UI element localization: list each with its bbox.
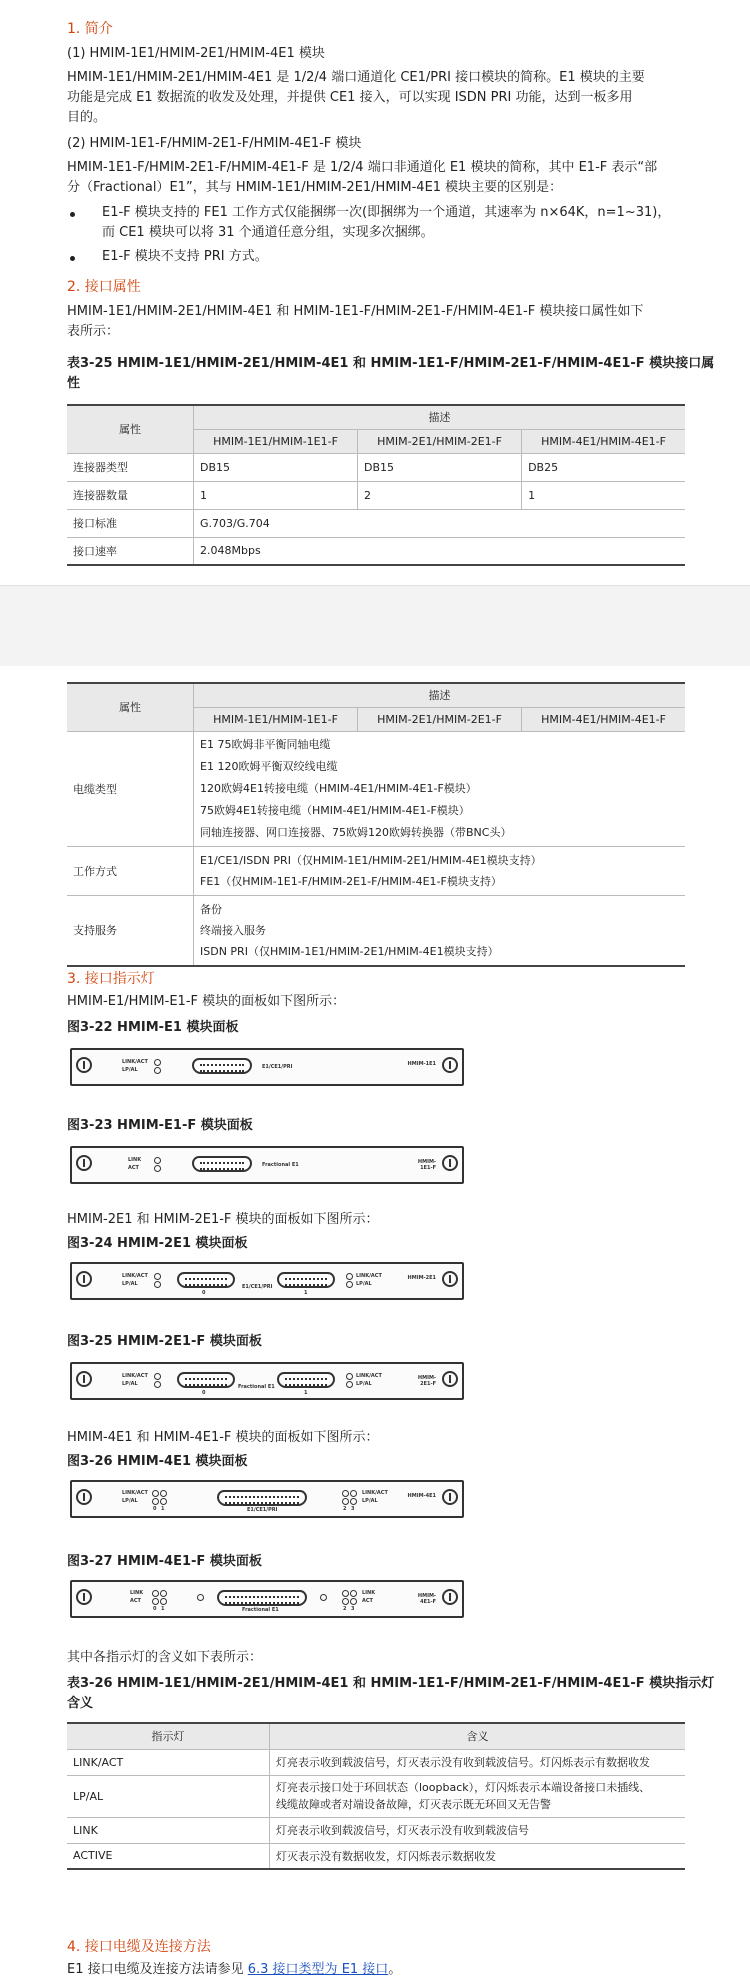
led-label: LINK	[362, 1590, 376, 1596]
led-label: LP/AL	[356, 1281, 372, 1287]
header-col-3: HMIM-4E1/HMIM-4E1-F	[522, 707, 685, 731]
cell-value: 2.048Mbps	[194, 537, 686, 565]
led-label: LINK/ACT	[122, 1373, 148, 1379]
led-icon	[152, 1498, 159, 1505]
led-icon	[342, 1598, 349, 1605]
service-line: ISDN PRI（仅HMIM-1E1/HMIM-2E1/HMIM-4E1模块支持）	[200, 944, 499, 958]
led-label: LINK/ACT	[362, 1490, 388, 1496]
hmim-4e1-f-panel	[70, 1580, 464, 1618]
port-number: 0	[153, 1606, 157, 1612]
hmim-4e1-panel	[70, 1480, 464, 1518]
figure-3-27-caption: 图3-27 HMIM-4E1-F 模块面板	[67, 1554, 262, 1569]
db25-connector-icon	[217, 1490, 307, 1506]
screw-icon	[442, 1271, 458, 1287]
cell-value: DB25	[522, 453, 685, 481]
model-label: HMIM-1E1-F	[417, 1159, 436, 1171]
led-icon	[350, 1490, 357, 1497]
table-row	[67, 1843, 685, 1869]
screw-icon	[442, 1489, 458, 1505]
cable-line: 75欧姆4E1转接电缆（HMIM-4E1/HMIM-4E1-F模块）	[200, 803, 470, 817]
cell-attr: 连接器数量	[67, 481, 194, 509]
screw-icon	[76, 1371, 92, 1387]
led-icon	[342, 1590, 349, 1597]
led-icon	[346, 1373, 353, 1380]
led-icon	[154, 1381, 161, 1388]
hmim-e1-f-panel	[70, 1146, 464, 1184]
meaning-line: 灯亮表示接口处于环回状态（loopback），灯闪烁表示本端设备接口未插线、	[276, 1781, 651, 1794]
table-row	[67, 509, 685, 537]
table-row	[67, 1775, 685, 1817]
cell-attr: 连接器类型	[67, 453, 194, 481]
db25-connector-icon	[217, 1590, 307, 1606]
cell-indicator: LINK/ACT	[67, 1749, 270, 1775]
table-2-caption-line-1: 表3-26 HMIM-1E1/HMIM-2E1/HMIM-4E1 和 HMIM-1E1-F/HMIM-2E1-F/HMIM-4E1-F 模块指示灯	[67, 1676, 715, 1691]
model-label: HMIM-2E1-F	[417, 1375, 436, 1387]
bullet-icon	[70, 212, 75, 217]
db15-connector-icon	[177, 1372, 235, 1388]
cell-meaning	[270, 1775, 686, 1817]
led-label: ACT	[130, 1598, 141, 1604]
led-label: LINK	[130, 1590, 144, 1596]
work-mode-cell	[194, 846, 686, 895]
table-row	[67, 1749, 685, 1775]
screw-icon	[442, 1155, 458, 1171]
table-1-caption-line-2: 性	[67, 376, 81, 391]
led-label: LINK/ACT	[356, 1273, 382, 1279]
cell-meaning: 灯灭表示没有数据收发，灯闪烁表示数据收发	[270, 1843, 686, 1869]
db15-connector-icon	[177, 1272, 235, 1288]
hmim-2e1-f-panel	[70, 1362, 464, 1400]
led-icon	[346, 1381, 353, 1388]
page-1	[0, 0, 750, 585]
port-number: 1	[304, 1390, 308, 1396]
section-1-title: 1. 简介	[67, 21, 113, 37]
cell-value: 1	[194, 481, 358, 509]
model-label: HMIM-1E1	[407, 1061, 436, 1067]
led-icon	[154, 1059, 161, 1066]
port-number: 1	[161, 1506, 165, 1512]
header-col-1: HMIM-1E1/HMIM-1E1-F	[194, 707, 358, 731]
item-1-text-line-2: 功能是完成 E1 数据流的收发及处理，并提供 CE1 接入，可以实现 ISDN PRI 功能，达到一板多用	[67, 90, 633, 105]
figure-3-23-caption: 图3-23 HMIM-E1-F 模块面板	[67, 1118, 253, 1133]
section-4-text	[67, 1960, 401, 1980]
header-meaning: 含义	[270, 1723, 686, 1749]
led-label: ACT	[362, 1598, 373, 1604]
model-label: HMIM-4E1	[407, 1493, 436, 1499]
bullet-icon	[70, 256, 75, 261]
section-3-text: HMIM-E1/HMIM-E1-F 模块的面板如下图所示：	[67, 994, 346, 1009]
led-label: LINK/ACT	[122, 1273, 148, 1279]
led-label: LP/AL	[122, 1067, 138, 1073]
port-label: Fractional E1	[238, 1384, 275, 1390]
led-icon	[152, 1590, 159, 1597]
hmim-e1-panel	[70, 1048, 464, 1086]
cell-value: G.703/G.704	[194, 509, 686, 537]
led-label: ACT	[128, 1165, 139, 1171]
cell-meaning: 灯亮表示收到载波信号，灯灭表示没有收到载波信号	[270, 1817, 686, 1843]
item-1-title: (1) HMIM-1E1/HMIM-2E1/HMIM-4E1 模块	[67, 46, 325, 61]
screw-icon	[76, 1589, 92, 1605]
screw-icon	[76, 1271, 92, 1287]
table-row	[67, 895, 685, 966]
bullet-1-line-2: 而 CE1 模块可以将 31 个通道任意分组，实现多次捆绑。	[102, 225, 434, 240]
text-leds: 其中各指示灯的含义如下表所示：	[67, 1650, 263, 1665]
header-col-3: HMIM-4E1/HMIM-4E1-F	[522, 429, 685, 453]
cell-value: DB15	[358, 453, 522, 481]
cell-value: 2	[358, 481, 522, 509]
led-icon	[346, 1281, 353, 1288]
port-number: 2	[343, 1606, 347, 1612]
led-icon	[197, 1594, 204, 1601]
cable-line: E1 75欧姆非平衡同轴电缆	[200, 737, 331, 751]
led-label: LP/AL	[122, 1498, 138, 1504]
header-description: 描述	[194, 405, 686, 429]
header-indicator: 指示灯	[67, 1723, 270, 1749]
led-icon	[346, 1273, 353, 1280]
led-icon	[152, 1490, 159, 1497]
header-col-1: HMIM-1E1/HMIM-1E1-F	[194, 429, 358, 453]
text-2e1: HMIM-2E1 和 HMIM-2E1-F 模块的面板如下图所示：	[67, 1212, 379, 1227]
bullet-1-line-1: E1-F 模块支持的 FE1 工作方式仅能捆绑一次(即捆绑为一个通道，其速率为 n×64K，n=1~31)，	[102, 205, 671, 220]
section-4-text-prefix: E1 接口电缆及连接方法请参见	[67, 1962, 248, 1977]
item-2-text-line-2: 分（Fractional）E1”，其与 HMIM-1E1/HMIM-2E1/HMIM-4E1 模块主要的区别是：	[67, 180, 563, 195]
cell-indicator: LINK	[67, 1817, 270, 1843]
figure-3-24-caption: 图3-24 HMIM-2E1 模块面板	[67, 1236, 248, 1251]
item-1-text-line-1: HMIM-1E1/HMIM-2E1/HMIM-4E1 是 1/2/4 端口通道化 CE1/PRI 接口模块的简称。E1 模块的主要	[67, 70, 645, 85]
table-row	[67, 481, 685, 509]
section-4-title: 4. 接口电缆及连接方法	[67, 1939, 211, 1955]
text-4e1: HMIM-4E1 和 HMIM-4E1-F 模块的面板如下图所示：	[67, 1430, 379, 1445]
led-icon	[350, 1590, 357, 1597]
port-label: E1/CE1/PRI	[262, 1064, 293, 1070]
mode-line: FE1（仅HMIM-1E1-F/HMIM-2E1-F/HMIM-4E1-F模块支持）	[200, 874, 502, 888]
page-separator	[0, 585, 750, 667]
cable-line: 同轴连接器、网口连接器、75欧姆120欧姆转换器（带BNC头）	[200, 825, 512, 839]
db15-connector-icon	[192, 1156, 252, 1172]
cable-line: E1 120欧姆平衡双绞线电缆	[200, 759, 338, 773]
interface-attributes-table-continued	[67, 682, 685, 967]
page-2	[0, 666, 750, 1984]
cell-attr: 电缆类型	[67, 731, 194, 846]
cell-attr: 接口标准	[67, 509, 194, 537]
led-icon	[154, 1281, 161, 1288]
table-row	[67, 453, 685, 481]
port-label: Fractional E1	[242, 1607, 279, 1613]
led-icon	[342, 1498, 349, 1505]
cell-value: DB15	[194, 453, 358, 481]
bullet-2: E1-F 模块不支持 PRI 方式。	[102, 249, 268, 264]
section-4-text-suffix: 。	[388, 1962, 402, 1977]
port-label: Fractional E1	[262, 1162, 299, 1168]
port-number: 3	[351, 1506, 355, 1512]
cable-line: 120欧姆4E1转接电缆（HMIM-4E1/HMIM-4E1-F模块）	[200, 781, 477, 795]
led-icon	[160, 1490, 167, 1497]
section-2-text-line-1: HMIM-1E1/HMIM-2E1/HMIM-4E1 和 HMIM-1E1-F/HMIM-2E1-F/HMIM-4E1-F 模块接口属性如下	[67, 304, 644, 319]
mode-line: E1/CE1/ISDN PRI（仅HMIM-1E1/HMIM-2E1/HMIM-4E1模块支持）	[200, 853, 542, 867]
item-2-title: (2) HMIM-1E1-F/HMIM-2E1-F/HMIM-4E1-F 模块	[67, 136, 362, 151]
screw-icon	[76, 1489, 92, 1505]
item-1-text-line-3: 目的。	[67, 110, 107, 125]
port-number: 1	[304, 1290, 308, 1296]
model-label: HMIM-4E1-F	[417, 1593, 436, 1605]
led-icon	[160, 1598, 167, 1605]
table-row	[67, 537, 685, 565]
led-label: LINK/ACT	[356, 1373, 382, 1379]
port-number: 1	[161, 1606, 165, 1612]
section-2-text-line-2: 表所示：	[67, 324, 120, 339]
header-attribute: 属性	[67, 405, 194, 453]
services-cell	[194, 895, 686, 966]
indicator-meaning-table	[67, 1722, 685, 1870]
service-line: 终端接入服务	[200, 923, 266, 937]
e1-interface-link[interactable]: 6.3 接口类型为 E1 接口	[247, 1962, 389, 1977]
table-row	[67, 1817, 685, 1843]
db15-connector-icon	[192, 1058, 252, 1074]
header-description: 描述	[194, 683, 686, 707]
section-2-title: 2. 接口属性	[67, 279, 141, 295]
led-icon	[154, 1373, 161, 1380]
header-attribute: 属性	[67, 683, 194, 731]
screw-icon	[442, 1371, 458, 1387]
cable-types-cell	[194, 731, 686, 846]
table-1-caption-line-1: 表3-25 HMIM-1E1/HMIM-2E1/HMIM-4E1 和 HMIM-1E1-F/HMIM-2E1-F/HMIM-4E1-F 模块接口属	[67, 356, 715, 371]
led-icon	[320, 1594, 327, 1601]
table-2-caption-line-2: 含义	[67, 1696, 94, 1711]
model-label: HMIM-2E1	[407, 1275, 436, 1281]
led-label: LP/AL	[356, 1381, 372, 1387]
led-icon	[154, 1157, 161, 1164]
cell-indicator: LP/AL	[67, 1775, 270, 1817]
led-icon	[350, 1498, 357, 1505]
port-number: 2	[343, 1506, 347, 1512]
port-number: 0	[153, 1506, 157, 1512]
interface-attributes-table	[67, 404, 685, 566]
led-label: LP/AL	[122, 1281, 138, 1287]
cell-attr: 接口速率	[67, 537, 194, 565]
figure-3-25-caption: 图3-25 HMIM-2E1-F 模块面板	[67, 1334, 262, 1349]
cell-indicator: ACTIVE	[67, 1843, 270, 1869]
cell-meaning: 灯亮表示收到载波信号，灯灭表示没有收到载波信号。灯闪烁表示有数据收发	[270, 1749, 686, 1775]
hmim-2e1-panel	[70, 1262, 464, 1300]
cell-value: 1	[522, 481, 685, 509]
db15-connector-icon	[277, 1372, 335, 1388]
led-icon	[342, 1490, 349, 1497]
figure-3-26-caption: 图3-26 HMIM-4E1 模块面板	[67, 1454, 248, 1469]
port-number: 0	[202, 1290, 206, 1296]
screw-icon	[76, 1155, 92, 1171]
led-label: LINK/ACT	[122, 1490, 148, 1496]
screw-icon	[442, 1057, 458, 1073]
cell-attr: 支持服务	[67, 895, 194, 966]
led-label: LINK	[128, 1157, 142, 1163]
table-row	[67, 846, 685, 895]
service-line: 备份	[200, 902, 222, 916]
led-icon	[350, 1598, 357, 1605]
port-number: 0	[202, 1390, 206, 1396]
item-2-text-line-1: HMIM-1E1-F/HMIM-2E1-F/HMIM-4E1-F 是 1/2/4 端口非通道化 E1 模块的简称，其中 E1-F 表示“部	[67, 160, 658, 175]
db15-connector-icon	[277, 1272, 335, 1288]
header-col-2: HMIM-2E1/HMIM-2E1-F	[358, 429, 522, 453]
led-icon	[160, 1498, 167, 1505]
table-row	[67, 731, 685, 846]
led-icon	[160, 1590, 167, 1597]
port-label: E1/CE1/PRI	[247, 1507, 278, 1513]
screw-icon	[442, 1589, 458, 1605]
led-label: LP/AL	[362, 1498, 378, 1504]
led-label: LINK/ACT	[122, 1059, 148, 1065]
screw-icon	[76, 1057, 92, 1073]
header-col-2: HMIM-2E1/HMIM-2E1-F	[358, 707, 522, 731]
port-label: E1/CE1/PRI	[242, 1284, 273, 1290]
cell-attr: 工作方式	[67, 846, 194, 895]
meaning-line: 线缆故障或者对端设备故障，灯灭表示既无环回又无告警	[276, 1798, 551, 1811]
led-icon	[154, 1273, 161, 1280]
led-icon	[152, 1598, 159, 1605]
figure-3-22-caption: 图3-22 HMIM-E1 模块面板	[67, 1020, 239, 1035]
led-icon	[154, 1165, 161, 1172]
section-3-title: 3. 接口指示灯	[67, 971, 155, 987]
led-icon	[154, 1067, 161, 1074]
port-number: 3	[351, 1606, 355, 1612]
led-label: LP/AL	[122, 1381, 138, 1387]
